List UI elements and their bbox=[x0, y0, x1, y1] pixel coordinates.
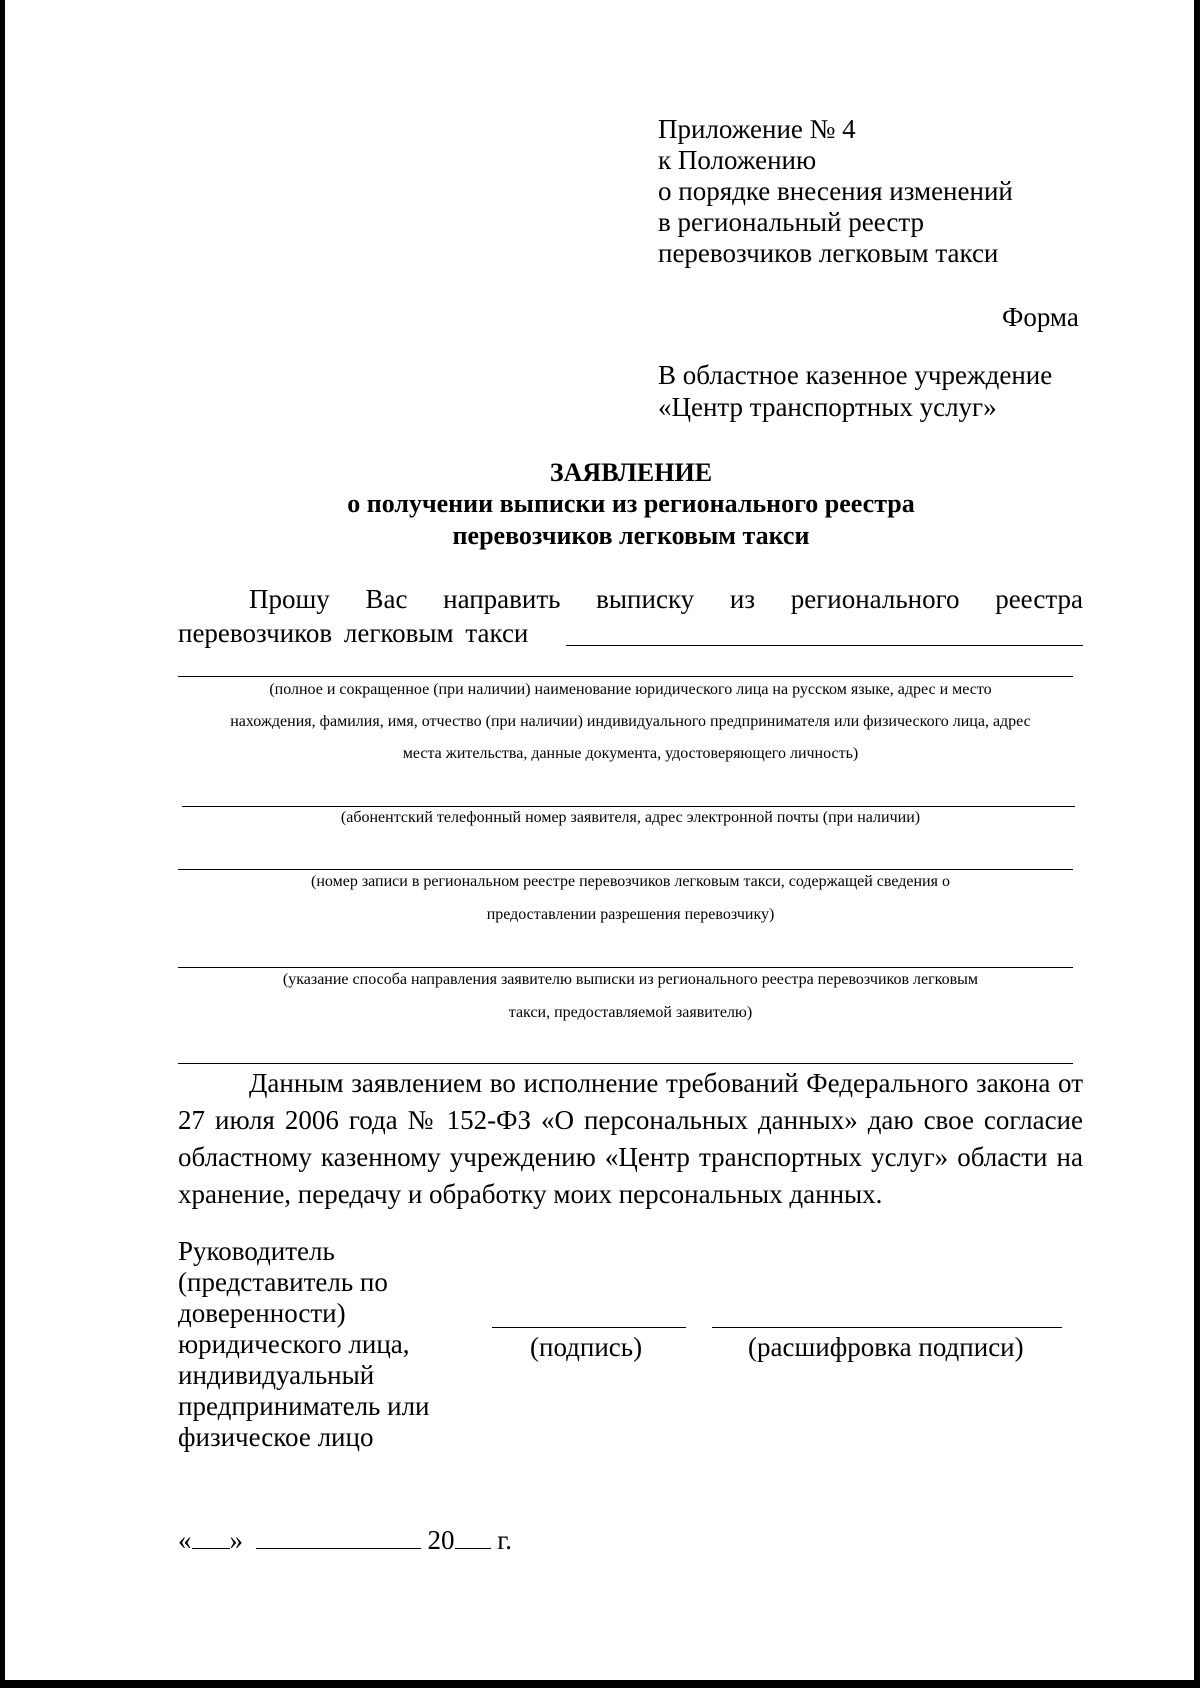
document-title: ЗАЯВЛЕНИЕ bbox=[549, 458, 713, 487]
signature-label: (подпись) bbox=[530, 1332, 643, 1362]
page-border-bottom bbox=[0, 1680, 1200, 1688]
document-subtitle-line: о получении выписки из регионального реестра bbox=[347, 489, 915, 518]
date-close-quote: » bbox=[229, 1525, 243, 1555]
signature-field[interactable] bbox=[492, 1327, 686, 1328]
contacts-field[interactable] bbox=[182, 806, 1075, 807]
signer-line: (представитель по bbox=[178, 1267, 388, 1297]
contacts-caption: (абонентский телефонный номер заявителя, адрес электронной почты (при наличии) bbox=[340, 809, 921, 826]
request-word: выписку bbox=[596, 584, 695, 614]
appendix-line: в региональный реестр bbox=[658, 207, 925, 237]
date-open-quote: « bbox=[178, 1525, 192, 1555]
extra-field[interactable] bbox=[178, 1063, 1073, 1064]
date-year-prefix: 20 bbox=[427, 1525, 455, 1555]
signature-decoding-label: (расшифровка подписи) bbox=[748, 1332, 1024, 1362]
consent-paragraph bbox=[178, 1065, 1083, 1213]
request-word: Вас bbox=[365, 584, 408, 614]
record-caption-line: (номер записи в региональном реестре перевозчиков легковым такси, содержащей сведения о bbox=[311, 873, 950, 890]
applicant-caption-line: нахождения, фамилия, имя, отчество (при наличии) индивидуального предпринимателя или физического лица, адрес bbox=[230, 713, 1031, 730]
consent-text: Данным заявлением во исполнение требований Федерального закона от 27 июля 2006 года № 152-ФЗ «О персональных данных» даю свое согласие областному казенному учреждению «Центр транспортных услуг» области на хранение, передачу и обработку моих персональных данных. bbox=[178, 1068, 1083, 1209]
addressee-line: В областное казенное учреждение bbox=[658, 360, 1053, 390]
signer-block bbox=[178, 1236, 430, 1453]
request-line-2: перевозчиков легковым такси bbox=[178, 618, 529, 648]
signature-decoding-field[interactable] bbox=[712, 1327, 1062, 1328]
request-word: направить bbox=[443, 584, 561, 614]
request-word: регионального bbox=[790, 584, 960, 614]
record-caption-line: предоставлении разрешения перевозчику) bbox=[486, 906, 775, 923]
signer-line: индивидуальный bbox=[178, 1360, 375, 1390]
appendix-header bbox=[658, 114, 1013, 269]
request-line-1 bbox=[249, 584, 1083, 615]
date-year-suffix: г. bbox=[497, 1525, 513, 1555]
delivery-caption-line: такси, предоставляемой заявителю) bbox=[508, 1004, 753, 1021]
signer-line: Руководитель bbox=[178, 1236, 335, 1266]
applicant-details-field[interactable] bbox=[178, 676, 1073, 677]
record-number-field[interactable] bbox=[178, 869, 1073, 870]
addressee-line: «Центр транспортных услуг» bbox=[658, 392, 997, 422]
request-word: из bbox=[729, 584, 755, 614]
signer-line: физическое лицо bbox=[178, 1422, 374, 1452]
page-border-right bbox=[1194, 0, 1200, 1688]
date-day-field[interactable] bbox=[192, 1524, 230, 1549]
addressee bbox=[658, 359, 1052, 423]
page-border-left bbox=[0, 0, 5, 1688]
applicant-caption-line: места жительства, данные документа, удостоверяющего личность) bbox=[402, 745, 859, 762]
document-subtitle-line: перевозчиков легковым такси bbox=[452, 521, 810, 550]
signer-line: доверенности) bbox=[178, 1298, 346, 1328]
appendix-line: о порядке внесения изменений bbox=[658, 176, 1013, 206]
date-line bbox=[178, 1524, 512, 1556]
applicant-caption-line: (полное и сокращенное (при наличии) наименование юридического лица на русском языке, адрес и место bbox=[269, 681, 992, 698]
request-word: реестра bbox=[995, 584, 1083, 614]
appendix-line: Приложение № 4 bbox=[658, 114, 856, 144]
signer-line: юридического лица, bbox=[178, 1329, 410, 1359]
delivery-method-field[interactable] bbox=[178, 967, 1073, 968]
request-word: Прошу bbox=[249, 584, 330, 614]
form-label: Форма bbox=[1002, 302, 1079, 332]
appendix-line: к Положению bbox=[658, 145, 817, 175]
delivery-caption-line: (указание способа направления заявителю выписки из регионального реестра перевозчиков легковым bbox=[282, 971, 979, 988]
appendix-line: перевозчиков легковым такси bbox=[658, 238, 999, 268]
signer-line: предприниматель или bbox=[178, 1391, 430, 1421]
date-month-field[interactable] bbox=[256, 1524, 421, 1549]
date-year-field[interactable] bbox=[455, 1524, 491, 1549]
applicant-name-field[interactable] bbox=[566, 645, 1083, 646]
